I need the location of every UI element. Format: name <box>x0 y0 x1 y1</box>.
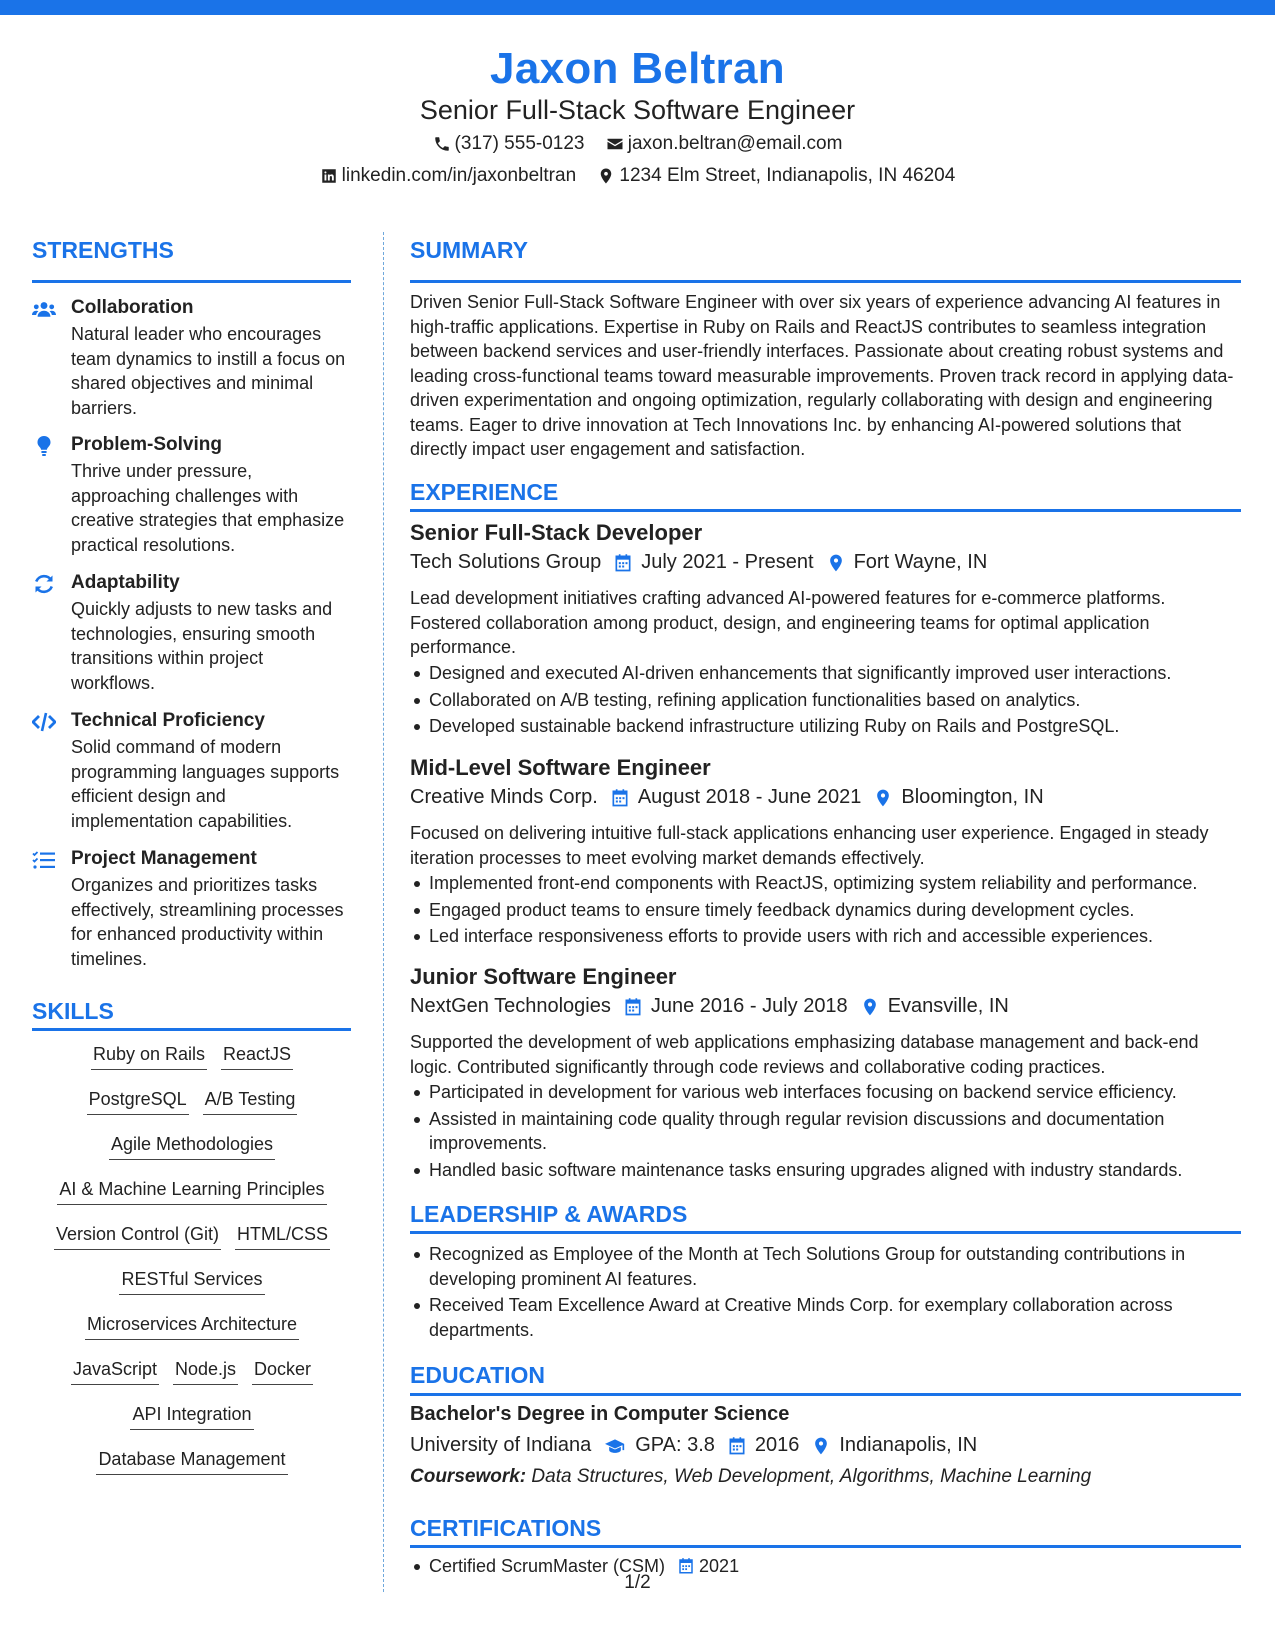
job-bullet: Developed sustainable backend infrastructure utilizing Ruby on Rails and PostgreSQL. <box>410 714 1240 739</box>
job-bullet: Designed and executed AI-driven enhancements that significantly improved user interactions. <box>410 661 1240 686</box>
job-company: Tech Solutions Group <box>410 551 602 573</box>
calendar-icon <box>727 1436 747 1456</box>
email-contact[interactable] <box>606 133 843 155</box>
linkedin-icon <box>320 167 338 185</box>
job-dates: June 2016 - July 2018 <box>650 995 848 1017</box>
skill-row <box>32 1042 352 1087</box>
map-pin-icon <box>811 1436 831 1456</box>
calendar-icon <box>623 997 643 1017</box>
sync-icon <box>32 574 56 594</box>
phone-contact <box>433 133 585 155</box>
leadership-underline <box>410 1231 1241 1234</box>
strength-title: Adaptability <box>71 572 180 593</box>
summary-text: Driven Senior Full-Stack Software Engineer with over six years of experience advancing AI features in high-traffic applications. Expertise in Ruby on Rails and ReactJS contributes to seamless integration between backend services and user-friendly interfaces. Passionate about creating robust systems and leading cross-functional teams toward measurable improvements. Proven track record in applying data-driven experimentation and ongoing optimization, regularly collaborating with design and engineering teams. Eager to drive innovation at Tech Innovations Inc. by enhancing AI-powered solutions that directly impact user engagement and satisfaction. <box>410 292 1234 459</box>
job-dates: July 2021 - Present <box>641 551 814 573</box>
summary-underline <box>410 280 1241 283</box>
skill-tag: JavaScript <box>71 1357 159 1385</box>
strength-title: Project Management <box>71 848 257 869</box>
strength-desc: Solid command of modern programming languages supports efficient design and implementation capabilities. <box>71 737 340 831</box>
experience-heading: EXPERIENCE <box>410 479 559 505</box>
graduation-cap-icon <box>603 1436 627 1456</box>
skill-tag: Microservices Architecture <box>85 1312 299 1340</box>
calendar-icon <box>610 788 630 808</box>
leadership-bullets <box>410 1242 1240 1344</box>
education-heading: EDUCATION <box>410 1362 546 1388</box>
skill-row <box>32 1447 352 1492</box>
page-number: 1/2 <box>624 1572 651 1593</box>
map-pin-icon <box>873 788 893 808</box>
education-underline <box>410 1393 1241 1396</box>
certification-year: 2021 <box>699 1556 740 1576</box>
phone-icon <box>433 135 451 153</box>
skill-tag: Docker <box>252 1357 313 1385</box>
skill-row <box>32 1402 352 1447</box>
job-location: Fort Wayne, IN <box>853 551 988 573</box>
job-description: Focused on delivering intuitive full-stack applications enhancing user experience. Engaged in steady iteration processes to meet evolving market demands effectively. <box>410 823 1209 868</box>
coursework <box>410 1465 1240 1490</box>
job-title: Senior Full-Stack Developer <box>410 520 703 545</box>
skill-row <box>32 1132 352 1177</box>
tasks-icon <box>32 850 56 870</box>
job-bullet: Collaborated on A/B testing, refining application functionalities based on analytics. <box>410 688 1240 713</box>
skill-tag: Ruby on Rails <box>91 1042 207 1070</box>
experience-underline <box>410 509 1241 512</box>
job-bullet: Participated in development for various web interfaces focusing on backend service efficiency. <box>410 1080 1240 1105</box>
job-bullet: Engaged product teams to ensure timely feedback dynamics during development cycles. <box>410 898 1240 923</box>
strength-title: Technical Proficiency <box>71 710 265 731</box>
strengths-heading: STRENGTHS <box>32 237 174 263</box>
skills-underline <box>32 1028 351 1031</box>
skill-tag: Version Control (Git) <box>54 1222 221 1250</box>
map-pin-icon <box>860 997 880 1017</box>
job-location: Bloomington, IN <box>901 786 1044 808</box>
job-description: Supported the development of web applications emphasizing database management and back-end logic. Contributed significantly through code reviews and collaborative coding practices. <box>410 1032 1199 1077</box>
skill-tag: ReactJS <box>221 1042 293 1070</box>
job-bullets <box>410 871 1240 951</box>
strength-desc: Natural leader who encourages team dynamics to instill a focus on shared objectives and minimal barriers. <box>71 324 346 418</box>
envelope-icon <box>606 135 624 153</box>
coursework-label: Coursework: <box>410 1466 527 1487</box>
strength-title: Problem-Solving <box>71 434 222 455</box>
phone-text: (317) 555-0123 <box>454 133 585 154</box>
degree-title: Bachelor's Degree in Computer Science <box>410 1403 790 1425</box>
candidate-name: Jaxon Beltran <box>490 44 785 93</box>
job-bullets <box>410 661 1240 741</box>
graduation-year: 2016 <box>754 1434 800 1456</box>
strength-desc: Quickly adjusts to new tasks and technologies, ensuring smooth transitions within project workflows. <box>71 599 333 693</box>
skill-row <box>32 1267 352 1312</box>
school-name: University of Indiana <box>410 1434 592 1456</box>
school-location: Indianapolis, IN <box>839 1434 978 1456</box>
job-meta <box>410 995 1009 1018</box>
linkedin-contact[interactable] <box>320 165 576 187</box>
column-divider <box>383 232 384 1592</box>
leadership-heading: LEADERSHIP & AWARDS <box>410 1201 688 1227</box>
skill-tag: A/B Testing <box>203 1087 298 1115</box>
job-bullets <box>410 1080 1240 1184</box>
skill-tag: RESTful Services <box>119 1267 264 1295</box>
skill-tag: Node.js <box>173 1357 238 1385</box>
job-title: Mid-Level Software Engineer <box>410 755 711 780</box>
skill-row <box>32 1222 352 1267</box>
candidate-title: Senior Full-Stack Software Engineer <box>419 95 856 125</box>
email-text[interactable]: jaxon.beltran@email.com <box>627 133 843 154</box>
skill-row <box>32 1357 352 1402</box>
job-location: Evansville, IN <box>887 995 1009 1017</box>
strength-desc: Thrive under pressure, approaching challenges with creative strategies that emphasize practical resolutions. <box>71 461 345 555</box>
skills-heading: SKILLS <box>32 998 114 1024</box>
job-bullet: Handled basic software maintenance tasks ensuring upgrades aligned with industry standards. <box>410 1158 1240 1183</box>
skill-row <box>32 1177 352 1222</box>
job-description: Lead development initiatives crafting advanced AI-powered features for e-commerce platforms. Fostered collaboration among product, design, and engineering teams for optimal application performance. <box>410 588 1166 657</box>
linkedin-text[interactable]: linkedin.com/in/jaxonbeltran <box>341 165 577 186</box>
job-bullet: Assisted in maintaining code quality through regular revision discussions and documentation improvements. <box>410 1107 1240 1156</box>
job-title: Junior Software Engineer <box>410 964 677 989</box>
address-text: 1234 Elm Street, Indianapolis, IN 46204 <box>619 165 956 186</box>
skill-row <box>32 1087 352 1132</box>
skill-tag: Agile Methodologies <box>109 1132 275 1160</box>
skill-tag: HTML/CSS <box>235 1222 330 1250</box>
skill-tag: Database Management <box>96 1447 287 1475</box>
job-bullet: Implemented front-end components with ReactJS, optimizing system reliability and performance. <box>410 871 1240 896</box>
strength-title: Collaboration <box>71 297 194 318</box>
calendar-icon <box>613 553 633 573</box>
address-contact <box>597 165 955 187</box>
skill-row <box>32 1312 352 1357</box>
job-bullet: Led interface responsiveness efforts to provide users with rich and accessible experiences. <box>410 924 1240 949</box>
job-company: NextGen Technologies <box>410 995 611 1017</box>
skill-tag: PostgreSQL <box>87 1087 189 1115</box>
award-bullet: Recognized as Employee of the Month at Tech Solutions Group for outstanding contributions in developing prominent AI features. <box>410 1242 1240 1291</box>
certifications-heading: CERTIFICATIONS <box>410 1515 602 1541</box>
skill-tag: API Integration <box>130 1402 253 1430</box>
job-meta <box>410 551 987 574</box>
coursework-text: Data Structures, Web Development, Algorithms, Machine Learning <box>531 1466 1092 1487</box>
skill-tag: AI & Machine Learning Principles <box>57 1177 326 1205</box>
skills-list <box>32 1042 352 1492</box>
lightbulb-icon <box>32 436 56 456</box>
award-bullet: Received Team Excellence Award at Creative Minds Corp. for exemplary collaboration across departments. <box>410 1293 1240 1342</box>
strengths-underline <box>32 280 351 283</box>
map-pin-icon <box>597 167 615 185</box>
job-dates: August 2018 - June 2021 <box>637 786 862 808</box>
map-pin-icon <box>826 553 846 573</box>
certification-name: Certified ScrumMaster (CSM) <box>429 1556 666 1576</box>
summary-heading: SUMMARY <box>410 237 528 263</box>
code-icon <box>32 712 56 732</box>
education-meta <box>410 1434 977 1457</box>
gpa: GPA: 3.8 <box>635 1434 715 1456</box>
certifications-underline <box>410 1545 1241 1548</box>
strength-desc: Organizes and prioritizes tasks effectively, streamlining processes for enhanced productivity within timelines. <box>71 875 344 969</box>
users-icon <box>32 299 56 319</box>
contact-row-2 <box>0 165 1275 191</box>
contact-row-1 <box>0 133 1275 159</box>
top-accent-bar <box>0 0 1275 15</box>
job-meta <box>410 786 1044 809</box>
job-company: Creative Minds Corp. <box>410 786 598 808</box>
